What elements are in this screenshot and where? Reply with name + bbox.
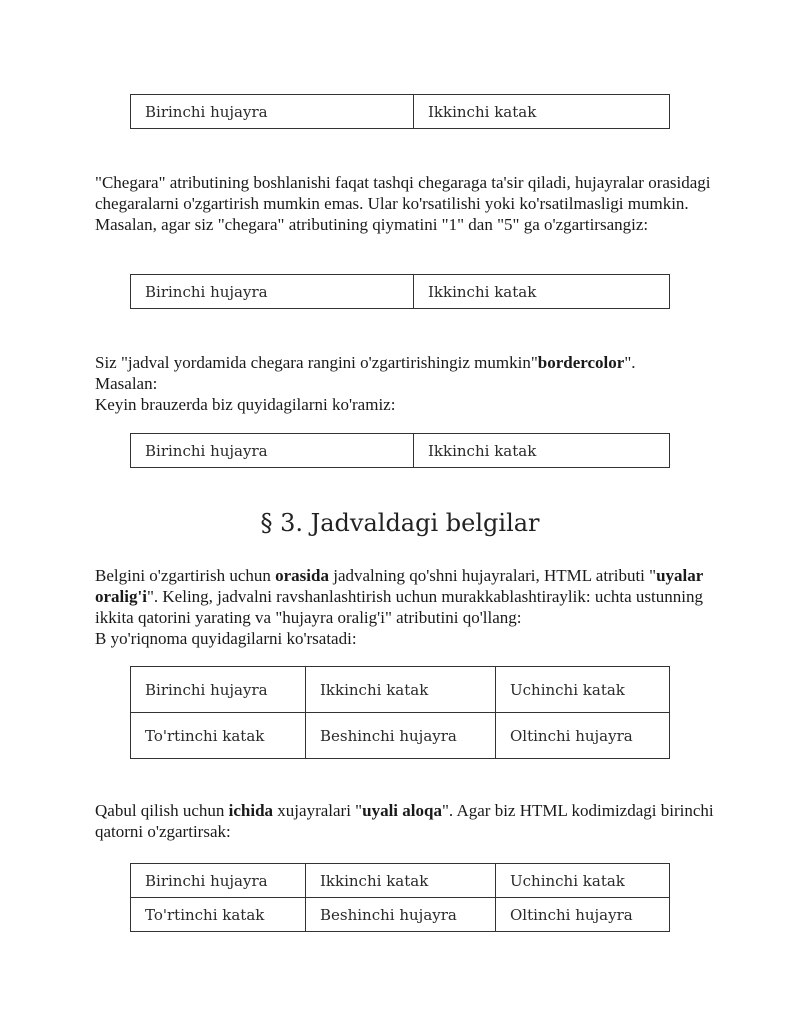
table-cell: Birinchi hujayra [131, 275, 414, 309]
paragraph-bordercolor [95, 352, 715, 415]
paragraph-border-attribute [95, 172, 715, 235]
paragraph-cell-spacing [95, 565, 715, 649]
text-span: ". [624, 353, 636, 372]
paragraph-line [95, 565, 715, 628]
table-row [131, 898, 670, 932]
example-table-3 [130, 433, 670, 468]
table-cell: Ikkinchi katak [414, 95, 670, 129]
paragraph-line: Masalan: [95, 374, 158, 393]
table-cell: To'rtinchi katak [131, 898, 306, 932]
paragraph-line: B yo'riqnoma quyidagilarni ko'rsatadi: [95, 629, 357, 648]
table-cell: Ikkinchi katak [414, 434, 670, 468]
paragraph-line: Keyin brauzerda biz quyidagilarni ko'ramiz: [95, 395, 396, 414]
table-row [131, 864, 670, 898]
table-cell: To'rtinchi katak [131, 713, 306, 759]
example-table-1 [130, 94, 670, 129]
example-table-4 [130, 666, 670, 759]
table-row [131, 713, 670, 759]
paragraph-line [95, 800, 715, 842]
example-table-5 [130, 863, 670, 932]
text-span: Siz "jadval yordamida chegara rangini o'zgartirishingiz mumkin" [95, 353, 538, 372]
table-cell: Birinchi hujayra [131, 434, 414, 468]
text-span: Qabul qilish uchun [95, 801, 229, 820]
bold-term: bordercolor [537, 353, 625, 372]
table-row [131, 667, 670, 713]
text-span: ". Agar biz HTML kodimizdagi birinchi qatorni o'zgartirsak: [95, 801, 714, 841]
table-row [131, 434, 670, 468]
table-cell: Oltinchi hujayra [496, 713, 670, 759]
section-heading: § 3. Jadvaldagi belgilar [260, 509, 540, 537]
table-cell: Birinchi hujayra [131, 667, 306, 713]
table-cell: Oltinchi hujayra [496, 898, 670, 932]
text-span: Belgini o'zgartirish uchun [95, 566, 276, 585]
table-cell: Ikkinchi katak [414, 275, 670, 309]
bold-term: orasida [275, 566, 329, 585]
bold-term: ichida [228, 801, 274, 820]
text-span: xujayralari " [273, 801, 363, 820]
table-cell: Beshinchi hujayra [306, 713, 496, 759]
paragraph-cell-padding [95, 800, 715, 842]
table-cell: Birinchi hujayra [131, 864, 306, 898]
table-cell: Ikkinchi katak [306, 864, 496, 898]
text-span: jadvalning qo'shni hujayralari, HTML atributi " [328, 566, 657, 585]
table-row [131, 95, 670, 129]
table-cell: Uchinchi katak [496, 864, 670, 898]
example-table-2 [130, 274, 670, 309]
table-cell: Beshinchi hujayra [306, 898, 496, 932]
table-cell: Ikkinchi katak [306, 667, 496, 713]
table-row [131, 275, 670, 309]
paragraph-text: "Chegara" atributining boshlanishi faqat tashqi chegaraga ta'sir qiladi, hujayralar orasidagi chegaralarni o'zgartirish mumkin emas. Ular ko'rsatilishi yoki ko'rsatilmasligi mumkin. Masalan, agar siz "chegara" atributining qiymatini "1" dan "5" ga o'zgartirsangiz: [95, 173, 711, 234]
bold-term: uyali aloqa [362, 801, 442, 820]
table-cell: Uchinchi katak [496, 667, 670, 713]
table-cell: Birinchi hujayra [131, 95, 414, 129]
text-span: ". Keling, jadvalni ravshanlashtirish uchun murakkablashtiraylik: uchta ustunning ikkita qatorini yarating va "hujayra oralig'i" atributini qo'llang: [95, 587, 703, 627]
bold-term: uyalar oralig'i [95, 566, 703, 606]
paragraph-line [95, 352, 715, 373]
